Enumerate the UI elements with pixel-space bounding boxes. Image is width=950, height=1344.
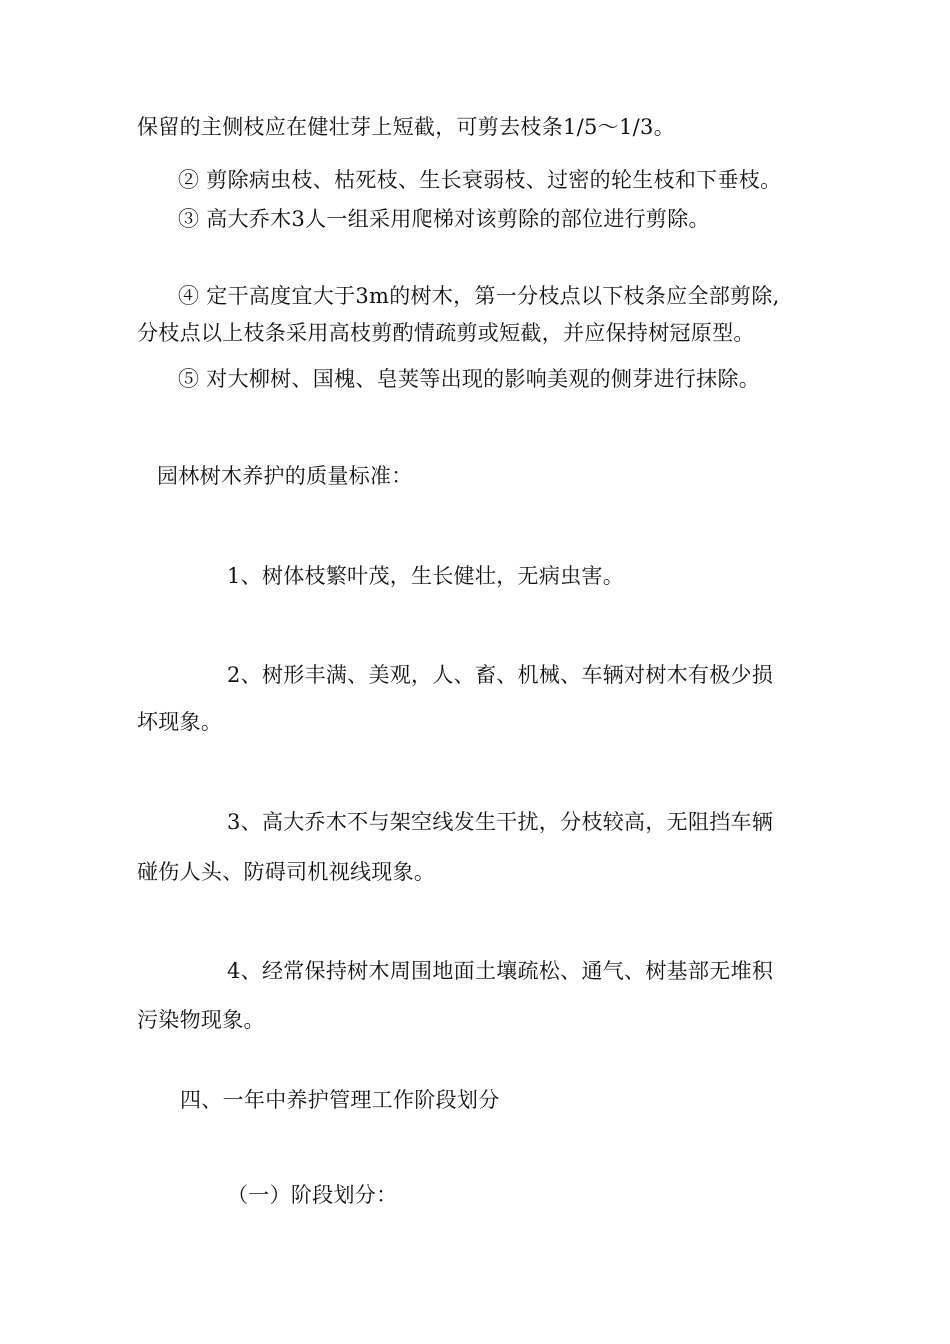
- paragraph-5-line-1: ⑤ 对大柳树、国槐、皂荚等出现的影响美观的侧芽进行抹除。: [178, 367, 761, 391]
- quality-item-2-line-1: 2、树形丰满、美观，人、畜、机械、车辆对树木有极少损: [227, 663, 774, 687]
- quality-item-4-line-2: 污染物现象。: [137, 1008, 265, 1032]
- quality-item-1: 1、树体枝繁叶茂，生长健壮，无病虫害。: [227, 564, 625, 588]
- section-heading-four: 四、一年中养护管理工作阶段划分: [180, 1088, 500, 1112]
- quality-item-4-line-1: 4、经常保持树木周围地面土壤疏松、通气、树基部无堆积: [227, 959, 774, 983]
- quality-item-2-line-2: 坏现象。: [137, 710, 223, 734]
- paragraph-1-line-1: 保留的主侧枝应在健壮芽上短截，可剪去枝条1/5～1/3。: [137, 115, 675, 139]
- paragraph-3-line-1: ③ 高大乔木3人一组采用爬梯对该剪除的部位进行剪除。: [178, 207, 710, 231]
- section-heading-quality: 园林树木养护的质量标准：: [157, 464, 413, 488]
- quality-item-3-line-2: 碰伤人头、防碍司机视线现象。: [137, 860, 436, 884]
- quality-item-3-line-1: 3、高大乔木不与架空线发生干扰，分枝较高，无阻挡车辆: [227, 810, 774, 834]
- subsection-heading-stage: （一）阶段划分：: [227, 1183, 398, 1207]
- paragraph-4-line-2: 分枝点以上枝条采用高枝剪酌情疏剪或短截，并应保持树冠原型。: [137, 321, 755, 345]
- paragraph-2-line-1: ② 剪除病虫枝、枯死枝、生长衰弱枝、过密的轮生枝和下垂枝。: [178, 168, 782, 192]
- paragraph-4-line-1: ④ 定干高度宜大于3m的树木，第一分枝点以下枝条应全部剪除,: [178, 284, 780, 308]
